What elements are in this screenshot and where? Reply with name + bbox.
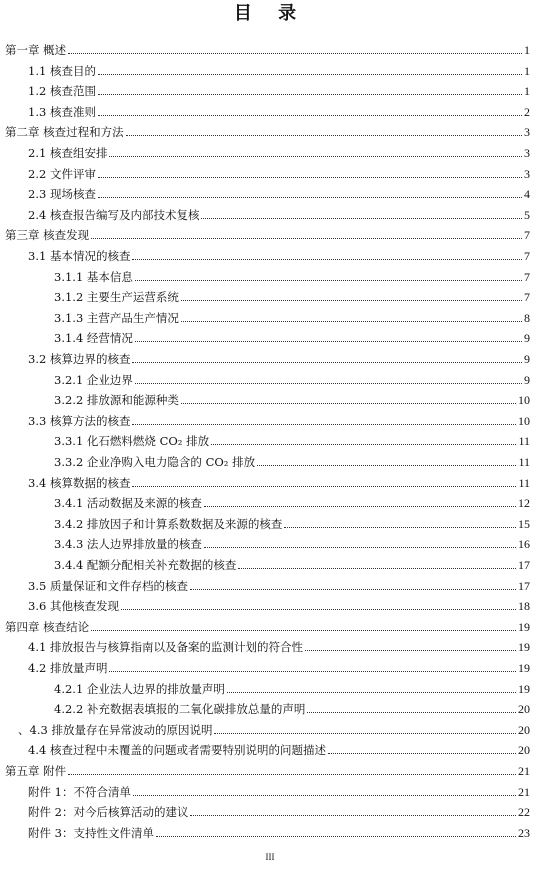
dot-leader [132, 424, 516, 425]
toc-entry-label: 第三章 核查发现 [5, 228, 90, 243]
toc-entry[interactable] [54, 368, 530, 387]
toc-entry-page-number: 18 [518, 599, 530, 614]
toc-entry-label: 4.4 核查过程中未覆盖的问题或者需要特别说明的问题描述 [28, 743, 326, 758]
dot-leader [238, 568, 516, 569]
toc-entry-label: 3.2 核算边界的核查 [28, 352, 131, 366]
toc-entry[interactable] [28, 656, 530, 675]
toc-entry-label: 2.3 现场核查 [28, 187, 96, 202]
dot-leader [121, 609, 516, 610]
toc-entry-page-number: 2 [524, 104, 530, 119]
toc-entry-label: 3.1.2 主要生产运营系统 [54, 290, 179, 305]
toc-entry-page-number: 1 [524, 43, 530, 57]
dot-leader [284, 527, 516, 528]
toc-entry[interactable] [5, 38, 530, 57]
dot-leader [91, 630, 516, 631]
toc-entry[interactable] [5, 615, 530, 634]
toc-entry[interactable] [28, 162, 530, 181]
toc-entry-label: 第二章 核查过程和方法 [5, 125, 124, 140]
toc-entry-page-number: 3 [524, 166, 530, 181]
toc-entry-page-number: 1 [524, 63, 530, 78]
toc-entry[interactable] [5, 120, 530, 139]
toc-entry[interactable] [54, 450, 530, 469]
dot-leader [305, 650, 516, 651]
toc-entry-page-number: 10 [518, 413, 530, 428]
dot-leader [214, 733, 516, 734]
toc-entry[interactable] [28, 244, 530, 263]
toc-entry-page-number: 16 [518, 537, 530, 552]
toc-entry-page-number: 7 [524, 228, 530, 243]
toc-entry-page-number: 3 [524, 146, 530, 160]
toc-entry[interactable] [28, 738, 530, 757]
toc-entry[interactable] [54, 265, 530, 284]
toc-entry[interactable] [28, 574, 530, 593]
toc-entry-label: 3.6 其他核查发现 [28, 599, 119, 614]
toc-entry-label: 3.5 质量保证和文件存档的核查 [28, 578, 188, 593]
dot-leader [135, 341, 522, 342]
dot-leader [211, 444, 516, 445]
toc-entry-label: 1.1 核查目的 [28, 63, 96, 78]
dot-leader [135, 383, 522, 384]
toc-entry[interactable] [28, 780, 530, 799]
toc-entry-page-number: 10 [518, 393, 530, 408]
toc-entry-page-number: 8 [524, 310, 530, 325]
dot-leader [126, 135, 522, 136]
toc-entry-page-number: 11 [518, 475, 530, 490]
toc-entry-label: 2.2 文件评审 [28, 166, 96, 181]
toc-entry[interactable] [28, 182, 530, 201]
dot-leader [98, 74, 522, 75]
toc-entry-page-number: 15 [518, 516, 530, 531]
dot-leader [133, 795, 516, 796]
toc-entry-label: 3.2.2 排放源和能源种类 [54, 393, 179, 408]
toc-entry-page-number: 7 [524, 290, 530, 305]
toc-entry-label: 3.4.2 排放因子和计算系数数据及来源的核查 [54, 516, 283, 531]
toc-entry-page-number: 19 [518, 619, 530, 634]
toc-entry-label: 2.1 核查组安排 [28, 146, 108, 160]
toc-entry-label: 3.1.3 主营产品生产情况 [54, 310, 179, 325]
toc-entry-label: 第五章 附件 [5, 764, 67, 778]
toc-entry-page-number: 21 [518, 764, 530, 778]
toc-entry-page-number: 9 [524, 352, 530, 366]
toc-entry-label: 2.4 核查报告编写及内部技术复核 [28, 207, 200, 222]
toc-entry-label: 3.2.1 企业边界 [54, 372, 133, 387]
page-number-footer: III [265, 852, 275, 862]
toc-entry-label: 3.4.3 法人边界排放量的核查 [54, 537, 202, 552]
toc-entry[interactable] [28, 471, 530, 490]
dot-leader [109, 671, 516, 672]
dot-leader [132, 259, 522, 260]
toc-entry[interactable] [18, 718, 530, 737]
toc-entry[interactable] [54, 491, 530, 510]
toc-entry-page-number: 19 [518, 661, 530, 675]
toc-entry[interactable] [28, 100, 530, 119]
toc-entry-label: 3.3 核算方法的核查 [28, 413, 131, 428]
toc-entry[interactable] [5, 223, 530, 242]
toc-entry-page-number: 20 [518, 702, 530, 717]
dot-leader [307, 712, 516, 713]
toc-entry[interactable] [54, 512, 530, 531]
dot-leader [181, 321, 522, 322]
toc-entry-page-number: 7 [524, 249, 530, 263]
toc-entry-label: 3.1.4 经营情况 [54, 331, 133, 346]
dot-leader [68, 53, 522, 54]
toc-entry-label: 3.3.1 化石燃料燃烧 CO₂ 排放 [54, 434, 210, 449]
toc-entry[interactable] [5, 759, 530, 778]
toc-entry[interactable] [54, 326, 530, 345]
toc-entry-label: 4.2 排放量声明 [28, 661, 108, 675]
toc-entry-page-number: 21 [518, 784, 530, 799]
toc-entry-label: 1.3 核查准则 [28, 104, 96, 119]
toc-entry-page-number: 7 [524, 269, 530, 284]
dot-leader [132, 486, 516, 487]
toc-entry-page-number: 19 [518, 681, 530, 696]
dot-leader [204, 506, 516, 507]
toc-entry[interactable] [28, 800, 530, 819]
dot-leader [190, 815, 516, 816]
dot-leader [68, 774, 516, 775]
dot-leader [98, 197, 522, 198]
toc-entry-label: 附件 1：不符合清单 [28, 784, 131, 799]
toc-entry[interactable] [28, 203, 530, 222]
toc-entry[interactable] [28, 141, 530, 160]
toc-entry[interactable] [54, 697, 530, 716]
toc-entry-label: 1.2 核查范围 [28, 84, 96, 99]
toc-entry-label: 3.1 基本情况的核查 [28, 249, 131, 263]
toc-entry[interactable] [28, 821, 530, 840]
dot-leader [227, 692, 516, 693]
dot-leader [132, 362, 522, 363]
toc-entry-page-number: 1 [524, 84, 530, 99]
dot-leader [181, 300, 522, 301]
toc-entry-label: 附件 2：对今后核算活动的建议 [28, 805, 189, 820]
toc-entry[interactable] [28, 635, 530, 654]
toc-entry-page-number: 4 [524, 187, 530, 202]
toc-entry-page-number: 5 [524, 207, 530, 222]
toc-entry-page-number: 19 [518, 640, 530, 655]
dot-leader [98, 177, 522, 178]
toc-entry[interactable] [28, 79, 530, 98]
toc-entry-page-number: 23 [518, 825, 530, 840]
toc-entry-page-number: 11 [518, 434, 530, 449]
toc-entry[interactable] [54, 306, 530, 325]
toc-entry-page-number: 22 [518, 805, 530, 820]
toc-entry-page-number: 17 [518, 558, 530, 572]
toc-entry-page-number: 9 [524, 331, 530, 346]
toc-entry-label: 4.1 排放报告与核算指南以及备案的监测计划的符合性 [28, 640, 303, 655]
dot-leader [156, 836, 516, 837]
dot-leader [98, 94, 522, 95]
toc-entry-label: 3.1.1 基本信息 [54, 269, 133, 284]
toc-entry[interactable] [54, 388, 530, 407]
toc-entry-page-number: 3 [524, 125, 530, 140]
dot-leader [190, 589, 516, 590]
toc-entry-label: 3.4.4 配额分配相关补充数据的核查 [54, 558, 237, 572]
toc-entry-label: 4.2.2 补充数据表填报的二氧化碳排放总量的声明 [54, 702, 306, 717]
dot-leader [181, 403, 516, 404]
toc-entry-label: 第一章 概述 [5, 43, 67, 57]
toc-entry-label: 3.3.2 企业净购入电力隐含的 CO₂ 排放 [54, 455, 256, 469]
toc-entry-label: 3.4 核算数据的核查 [28, 475, 131, 490]
toc-entry-label: 附件 3：支持性文件清单 [28, 825, 154, 840]
dot-leader [91, 238, 522, 239]
toc-entry-page-number: 20 [518, 722, 530, 737]
dot-leader [204, 547, 516, 548]
toc-entry[interactable] [28, 409, 530, 428]
dot-leader [328, 753, 516, 754]
dot-leader [257, 465, 516, 466]
dot-leader [109, 156, 522, 157]
toc-entry-page-number: 20 [518, 743, 530, 758]
toc-entry-label: 第四章 核查结论 [5, 619, 90, 634]
toc-entry[interactable] [28, 347, 530, 366]
toc-entry[interactable] [54, 429, 530, 448]
toc-entry[interactable] [54, 285, 530, 304]
dot-leader [135, 280, 522, 281]
page-title: 目 录 [233, 3, 307, 24]
dot-leader [98, 115, 522, 116]
toc-entry-label: 3.4.1 活动数据及来源的核查 [54, 496, 202, 511]
toc-entry-page-number: 12 [518, 496, 530, 511]
toc-entry-page-number: 17 [518, 578, 530, 593]
toc-entry-page-number: 11 [518, 455, 530, 469]
toc-entry[interactable] [54, 532, 530, 551]
toc-entry-label: 4.2.1 企业法人边界的排放量声明 [54, 681, 225, 696]
toc-entry-label: 、4.3 排放量存在异常波动的原因说明 [18, 722, 213, 737]
toc-entry[interactable] [54, 677, 530, 696]
toc-entry[interactable] [28, 59, 530, 78]
dot-leader [201, 218, 522, 219]
toc-entry[interactable] [54, 553, 530, 572]
toc-entry[interactable] [28, 594, 530, 613]
toc-entry-page-number: 9 [524, 372, 530, 387]
